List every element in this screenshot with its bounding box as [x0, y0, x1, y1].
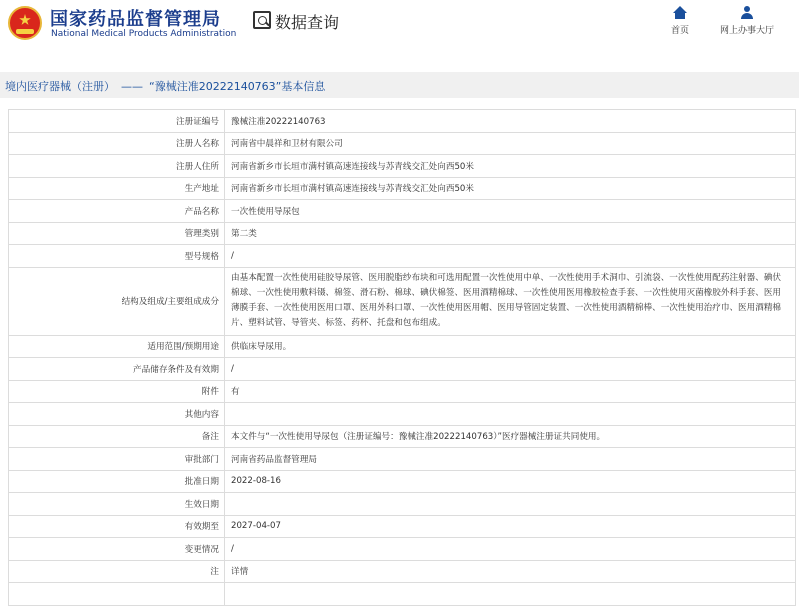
field-label: 生效日期	[9, 493, 225, 516]
nav-online-service-hall-label: 网上办事大厅	[719, 26, 774, 36]
field-value: 有	[225, 380, 796, 403]
table-row	[9, 560, 796, 583]
table-row	[9, 380, 796, 403]
field-label: 适用范围/预期用途	[9, 335, 225, 358]
site-header	[0, 0, 799, 60]
nav-home-label: 首页	[670, 26, 689, 36]
field-value: 本文件与“一次性使用导尿包（注册证编号：豫械注准20222140763）”医疗器械注册证共同使用。	[225, 425, 796, 448]
field-value: 豫械注准20222140763	[225, 110, 796, 133]
field-value: 河南省新乡市长垣市满村镇高速连接线与苏青线交汇处向西50米	[225, 155, 796, 178]
field-label: 生产地址	[9, 177, 225, 200]
table-row	[9, 155, 796, 178]
field-value: 由基本配置一次性使用硅胶导尿管、医用脱脂纱布块和可选用配置一次性使用中单、一次性使用手术洞巾、引流袋、一次性使用配药注射器、碘伏棉球、一次性使用敷料镊、棉签、滑石粉、棉球、碘伏棉签、医用酒精棉球、一次性使用医用橡胶检查手套、一次性使用灭菌橡胶外科手套、医用薄膜手套、一次性使用医用口罩、医用外科口罩、一次性使用医用帽、医用导管固定装置、一次性使用酒精棉棒、一次性使用治疗巾、医用酒精棉片、塑料试管、导管夹、标签、药杯、托盘和包布组成。	[225, 267, 796, 335]
table-row	[9, 583, 796, 606]
field-label: 结构及组成/主要组成成分	[9, 267, 225, 335]
table-row	[9, 132, 796, 155]
table-row	[9, 222, 796, 245]
table-row	[9, 358, 796, 381]
data-query-icon	[253, 11, 271, 29]
record-title-text: “豫械注准20222140763”基本信息	[149, 80, 326, 93]
national-emblem-logo[interactable]	[8, 6, 42, 40]
field-value: 详情	[225, 560, 796, 583]
field-label: 附件	[9, 380, 225, 403]
table-row	[9, 538, 796, 561]
detail-table	[8, 109, 796, 606]
field-value: /	[225, 245, 796, 268]
table-row	[9, 177, 796, 200]
record-title	[5, 78, 325, 94]
field-value: 第二类	[225, 222, 796, 245]
table-row	[9, 267, 796, 335]
field-label: 备注	[9, 425, 225, 448]
title-separator: ——	[121, 80, 143, 93]
brand-title-cn[interactable]: 国家药品监督管理局	[50, 9, 221, 30]
field-value: 河南省新乡市长垣市满村镇高速连接线与苏青线交汇处向西50米	[225, 177, 796, 200]
field-value: 2022-08-16	[225, 470, 796, 493]
record-title-bar	[0, 72, 799, 98]
field-value: 一次性使用导尿包	[225, 200, 796, 223]
nav-home[interactable]	[664, 6, 696, 36]
field-label: 审批部门	[9, 448, 225, 471]
field-value: 河南省中晨祥和卫材有限公司	[225, 132, 796, 155]
field-value	[225, 493, 796, 516]
field-label	[9, 583, 225, 606]
table-row	[9, 515, 796, 538]
data-query-title: 数据查询	[275, 13, 340, 32]
field-label: 注册人住所	[9, 155, 225, 178]
field-label: 管理类别	[9, 222, 225, 245]
field-label: 型号规格	[9, 245, 225, 268]
field-label: 变更情况	[9, 538, 225, 561]
table-row	[9, 470, 796, 493]
field-value: /	[225, 358, 796, 381]
record-category: 境内医疗器械（注册）	[5, 80, 115, 93]
home-icon	[673, 6, 687, 19]
user-icon	[740, 6, 754, 19]
field-value: 2027-04-07	[225, 515, 796, 538]
field-value	[225, 583, 796, 606]
field-label: 有效期至	[9, 515, 225, 538]
brand-title-en[interactable]: National Medical Products Administration	[51, 29, 237, 39]
field-label: 其他内容	[9, 403, 225, 426]
field-label: 注	[9, 560, 225, 583]
field-label: 产品名称	[9, 200, 225, 223]
table-row	[9, 110, 796, 133]
nav-online-service-hall[interactable]	[714, 6, 780, 36]
table-row	[9, 448, 796, 471]
table-row	[9, 335, 796, 358]
field-label: 产品储存条件及有效期	[9, 358, 225, 381]
table-row	[9, 425, 796, 448]
field-label: 批准日期	[9, 470, 225, 493]
table-row	[9, 245, 796, 268]
table-row	[9, 403, 796, 426]
field-value: /	[225, 538, 796, 561]
field-value	[225, 403, 796, 426]
field-value: 供临床导尿用。	[225, 335, 796, 358]
field-label: 注册人名称	[9, 132, 225, 155]
field-value: 河南省药品监督管理局	[225, 448, 796, 471]
table-row	[9, 200, 796, 223]
field-label: 注册证编号	[9, 110, 225, 133]
table-row	[9, 493, 796, 516]
